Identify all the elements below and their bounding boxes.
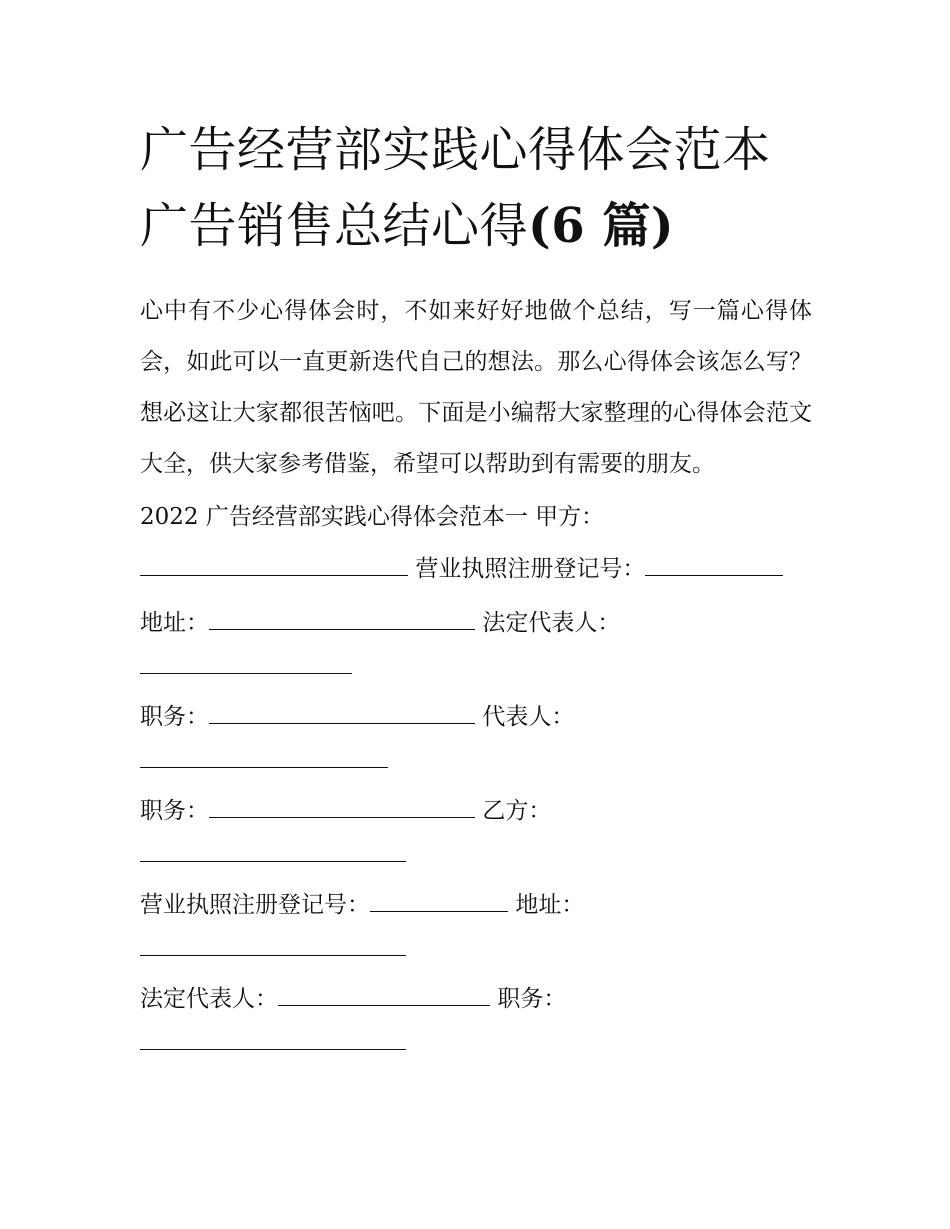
party-b-address-label: 地址： bbox=[515, 892, 585, 918]
form-heading-line bbox=[140, 494, 812, 540]
intro-paragraph: 心中有不少心得体会时，不如来好好地做个总结，写一篇心得体会，如此可以一直更新迭代自己的想法。那么心得体会该怎么写？想必这让大家都很苦恼吧。下面是小编帮大家整理的心得体会范文大全，供大家参考借鉴，希望可以帮助到有需要的朋友。 bbox=[140, 298, 812, 477]
party-b-position-blank[interactable] bbox=[140, 1027, 406, 1050]
party-a-legal-rep-blank-line bbox=[140, 644, 812, 690]
party-b-address-blank-line bbox=[140, 926, 812, 972]
party-a-license-label: 营业执照注册登记号： bbox=[415, 556, 646, 582]
party-b-name-blank-line bbox=[140, 832, 812, 878]
party-a-position-line bbox=[140, 694, 812, 740]
title-line-2-prefix: 广告销售总结心得 bbox=[140, 198, 529, 254]
party-b-legal-rep-label: 法定代表人： bbox=[140, 986, 278, 1012]
party-b-position-blank-line bbox=[140, 1020, 812, 1066]
form-heading: 2022 广告经营部实践心得体会范本一 甲方： bbox=[140, 504, 605, 530]
party-b-address-blank[interactable] bbox=[140, 933, 406, 956]
party-a-legal-rep-blank[interactable] bbox=[140, 651, 352, 674]
title-line-2-suffix: (6 篇) bbox=[528, 198, 675, 254]
party-a-representative-blank[interactable] bbox=[140, 745, 388, 768]
party-a-legal-rep-label: 法定代表人： bbox=[482, 610, 621, 636]
party-a-license-blank[interactable] bbox=[645, 553, 783, 576]
party-b-license-blank[interactable] bbox=[370, 889, 508, 912]
party-b-name-blank[interactable] bbox=[140, 839, 406, 862]
party-a-position-blank[interactable] bbox=[209, 701, 475, 724]
party-a-address-line bbox=[140, 600, 812, 646]
party-a-representative-label: 代表人： bbox=[482, 704, 575, 730]
party-b-legal-rep-blank[interactable] bbox=[278, 983, 490, 1006]
party-a-representative-blank-line bbox=[140, 738, 812, 784]
party-b-license-line bbox=[140, 882, 812, 928]
document-page bbox=[140, 112, 812, 1066]
party-a-rep-position-blank[interactable] bbox=[209, 795, 475, 818]
party-b-license-label: 营业执照注册登记号： bbox=[140, 892, 370, 918]
party-a-position-label: 职务： bbox=[140, 704, 209, 730]
party-a-address-blank[interactable] bbox=[209, 607, 475, 630]
document-title bbox=[140, 112, 812, 264]
party-a-address-label: 地址： bbox=[140, 610, 209, 636]
party-b-label: 乙方： bbox=[482, 798, 552, 824]
party-a-name-blank[interactable] bbox=[140, 553, 408, 576]
title-line-1: 广告经营部实践心得体会范本 bbox=[140, 122, 771, 178]
party-b-position-label: 职务： bbox=[497, 986, 567, 1012]
party-a-rep-position-label: 职务： bbox=[140, 798, 209, 824]
party-b-legal-rep-line bbox=[140, 976, 812, 1022]
party-a-license-line bbox=[140, 546, 812, 592]
party-a-rep-position-line bbox=[140, 788, 812, 834]
